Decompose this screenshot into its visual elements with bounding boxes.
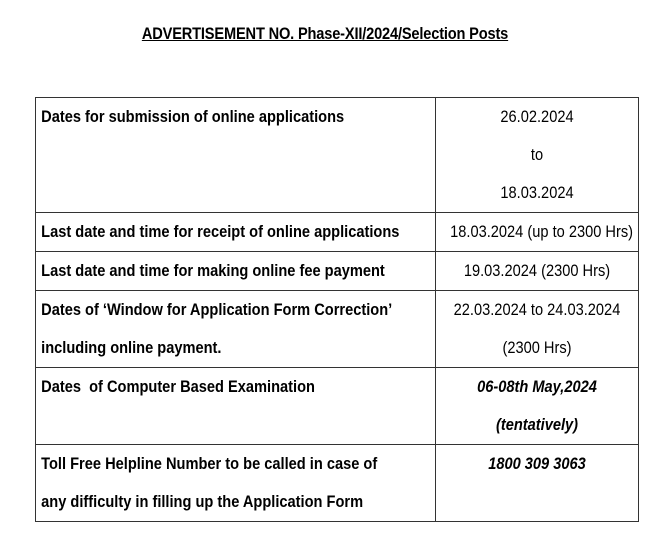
value-cell bbox=[436, 252, 639, 291]
table-row-exam-dates bbox=[36, 368, 639, 445]
schedule-table bbox=[35, 97, 639, 522]
row-label: Dates for submission of online applications bbox=[41, 107, 345, 126]
row-label-line-2: any difficulty in filling up the Application Form bbox=[41, 492, 364, 511]
table-row-correction-window bbox=[36, 291, 639, 368]
label-cell bbox=[36, 291, 436, 368]
tentative-note: (tentatively) bbox=[495, 415, 579, 434]
label-cell bbox=[36, 213, 436, 252]
label-cell bbox=[36, 368, 436, 445]
row-value: 18.03.2024 (up to 2300 Hrs) bbox=[450, 222, 634, 241]
value-cell bbox=[436, 213, 639, 252]
row-value: 19.03.2024 (2300 Hrs) bbox=[463, 261, 611, 280]
start-date: 26.02.2024 bbox=[500, 107, 574, 126]
label-cell bbox=[36, 445, 436, 522]
range-separator: to bbox=[530, 145, 544, 164]
value-cell bbox=[436, 445, 639, 522]
table-row-submission-dates bbox=[36, 98, 639, 213]
helpline-number: 1800 309 3063 bbox=[488, 454, 586, 473]
table-row-receipt-deadline bbox=[36, 213, 639, 252]
exam-date: 06-08th May,2024 bbox=[477, 377, 597, 396]
value-cell bbox=[436, 368, 639, 445]
value-cell bbox=[436, 291, 639, 368]
label-cell bbox=[36, 98, 436, 213]
row-label: Last date and time for receipt of online applications bbox=[41, 222, 400, 241]
row-value-line-2: (2300 Hrs) bbox=[502, 338, 572, 357]
value-cell bbox=[436, 98, 639, 213]
table-row-helpline bbox=[36, 445, 639, 522]
end-date: 18.03.2024 bbox=[500, 183, 574, 202]
label-cell bbox=[36, 252, 436, 291]
row-value-line-1: 22.03.2024 to 24.03.2024 bbox=[453, 300, 621, 319]
row-label: Dates of Computer Based Examination bbox=[41, 377, 315, 396]
row-label-line-1: Toll Free Helpline Number to be called in case of bbox=[41, 454, 378, 473]
table-row-fee-payment-deadline bbox=[36, 252, 639, 291]
row-label-line-1: Dates of ‘Window for Application Form Correction’ bbox=[41, 300, 393, 319]
page-title: ADVERTISEMENT NO. Phase-XII/2024/Selection Posts bbox=[141, 24, 509, 43]
row-label-line-2: including online payment. bbox=[41, 338, 222, 357]
row-label: Last date and time for making online fee payment bbox=[41, 261, 385, 280]
